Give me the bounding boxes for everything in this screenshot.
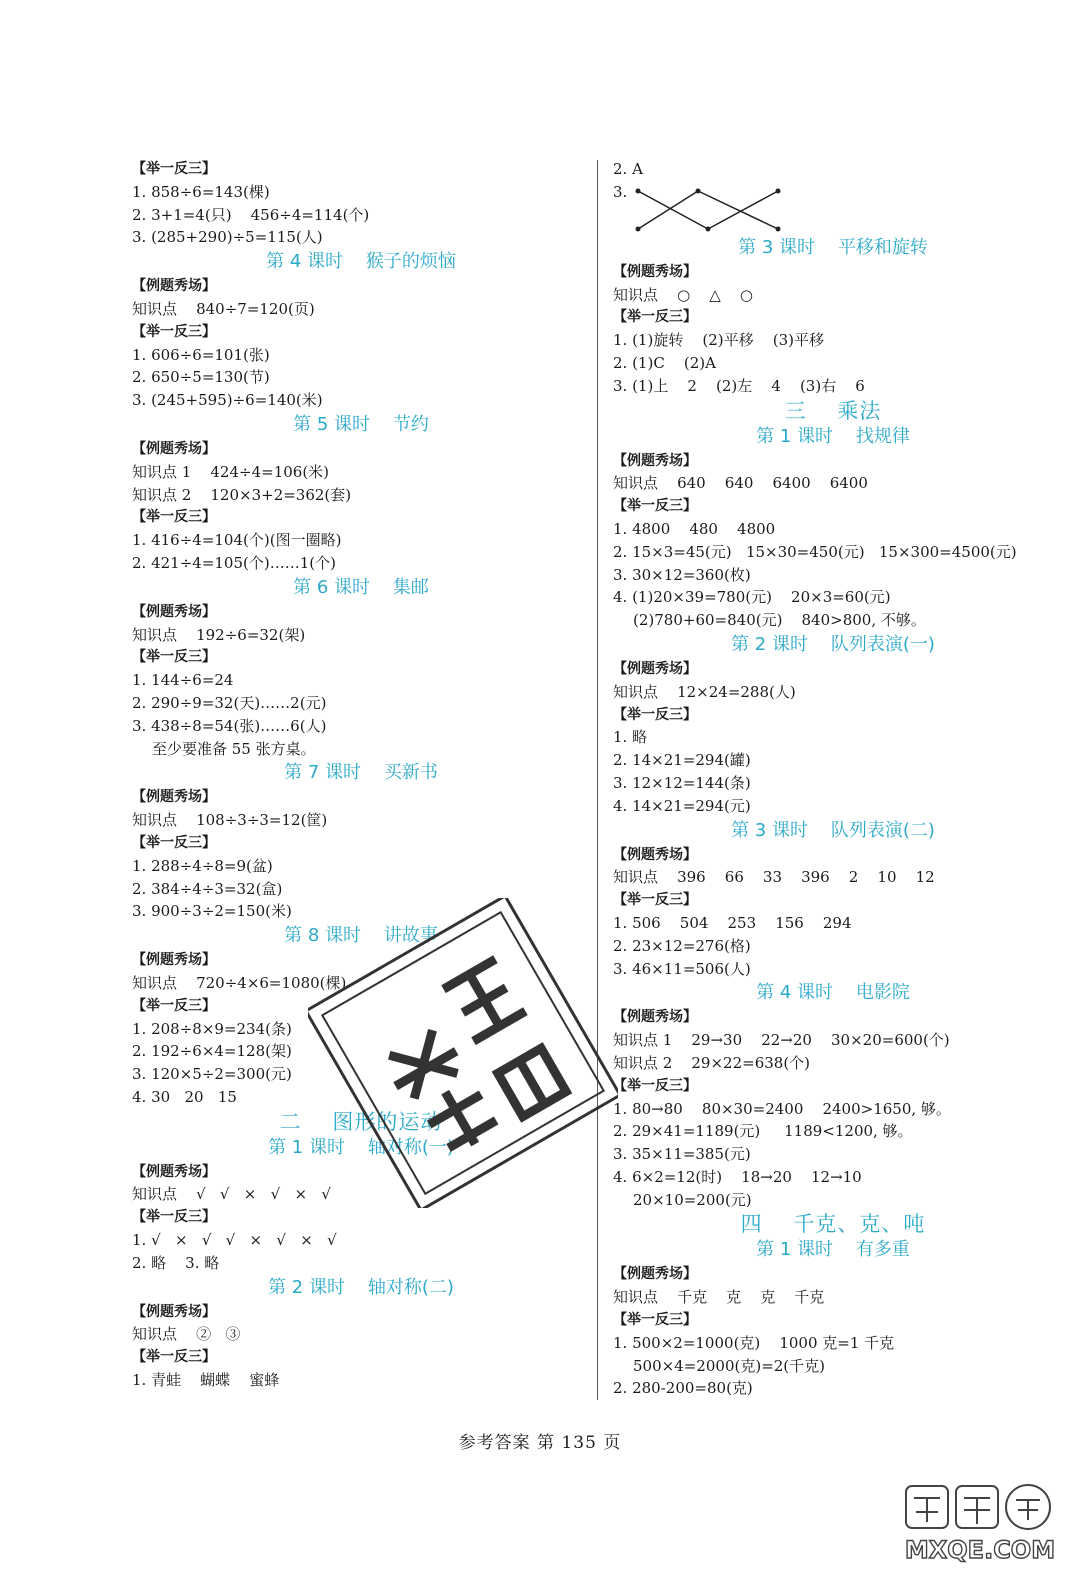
answer-line: 知识点 840÷7=120(页) <box>132 299 315 318</box>
section-label: 【例题秀场】 <box>613 660 697 677</box>
answer-line: 知识点 千克 克 克 千克 <box>613 1288 825 1307</box>
logo-mark-icon <box>900 1478 1060 1536</box>
answer-line: 20×10=200(元) <box>633 1190 752 1209</box>
answer-line: 知识点 1 29→30 22→20 30×20=600(个) <box>613 1031 950 1050</box>
section-label: 【例题秀场】 <box>132 952 216 969</box>
answer-line: 3. 900÷3÷2=150(米) <box>132 902 292 921</box>
lesson-heading: 第 3 课时 队列表演(二) <box>731 819 935 841</box>
column-divider <box>597 160 598 1400</box>
answer-line: 3. 120×5÷2=300(元) <box>132 1065 292 1084</box>
answer-line: 4. 6×2=12(时) 18→20 12→10 <box>613 1167 862 1186</box>
answer-line: 1. 606÷6=101(张) <box>132 345 270 364</box>
answer-line: 知识点 2 29×22=638(个) <box>613 1053 811 1072</box>
answer-line: 知识点 192÷6=32(架) <box>132 625 306 644</box>
section-label: 【例题秀场】 <box>132 603 216 620</box>
section-label: 【举一反三】 <box>613 1312 697 1329</box>
answer-line: 1. 506 504 253 156 294 <box>613 913 852 932</box>
answer-line: 1. 416÷4=104(个)(图一圈略) <box>132 531 342 550</box>
answer-line: 2. 192÷6×4=128(架) <box>132 1042 292 1061</box>
answer-line: 1. 500×2=1000(克) 1000 克=1 千克 <box>613 1333 895 1352</box>
section-label: 【例题秀场】 <box>132 789 216 806</box>
answer-line: (2)780+60=840(元) 840>800, 不够。 <box>633 611 926 630</box>
section-label: 【举一反三】 <box>132 161 216 177</box>
lesson-heading: 第 6 课时 集邮 <box>293 576 429 598</box>
site-watermark <box>900 1478 1060 1570</box>
section-label: 【举一反三】 <box>132 997 216 1014</box>
unit-heading: 四 千克、克、吨 <box>740 1212 926 1237</box>
unit-heading: 二 图形的运动 <box>279 1109 443 1134</box>
answer-line: 3. 46×11=506(人) <box>613 959 751 978</box>
section-label: 【举一反三】 <box>132 649 216 666</box>
answer-line: 2. 384÷4÷3=32(盒) <box>132 879 283 898</box>
answer-line: 知识点 1 424÷4=106(米) <box>132 462 330 481</box>
lesson-heading: 第 5 课时 节约 <box>293 413 429 435</box>
answer-line: 3. 438÷8=54(张)……6(人) <box>132 716 327 735</box>
stamp-graphic <box>308 898 618 1208</box>
answer-line: 3. 30×12=360(枚) <box>613 565 751 584</box>
answer-line: 2. 23×12=276(格) <box>613 936 751 955</box>
answer-line: 知识点 720÷4×6=1080(棵) <box>132 973 347 992</box>
lesson-heading: 第 4 课时 电影院 <box>756 982 910 1004</box>
section-label: 【例题秀场】 <box>613 452 697 469</box>
matching-figure <box>613 181 1053 235</box>
lesson-heading: 第 1 课时 轴对称(一) <box>268 1136 454 1158</box>
section-label: 【例题秀场】 <box>613 263 697 280</box>
answer-line: 2. 280-200=80(克) <box>613 1379 753 1398</box>
answer-line: 知识点 640 640 6400 6400 <box>613 474 868 493</box>
answer-line: 至少要准备 55 张方桌。 <box>152 739 316 758</box>
answer-line: 3. (285+290)÷5=115(人) <box>132 228 323 247</box>
right-column <box>613 158 1053 1400</box>
answer-line: 知识点 ○ △ ○ <box>613 285 753 304</box>
section-label: 【举一反三】 <box>132 509 216 526</box>
answer-line: 500×4=2000(克)=2(千克) <box>633 1356 826 1375</box>
answer-line: 1. 80→80 80×30=2400 2400>1650, 够。 <box>613 1099 951 1118</box>
answer-line: 3. 35×11=385(元) <box>613 1145 751 1164</box>
section-label: 【例题秀场】 <box>132 278 216 295</box>
lesson-heading: 第 1 课时 有多重 <box>756 1239 910 1261</box>
answer-line: 知识点 ② ③ <box>132 1325 241 1344</box>
answer-line: 2. 290÷9=32(天)……2(元) <box>132 693 327 712</box>
answer-line: 知识点 396 66 33 396 2 10 12 <box>613 868 935 887</box>
section-label: 【举一反三】 <box>613 309 697 326</box>
answer-line: 1. (1)旋转 (2)平移 (3)平移 <box>613 331 824 350</box>
answer-line: 2. 15×3=45(元) 15×30=450(元) 15×300=4500(元) <box>613 542 1017 561</box>
section-label: 【例题秀场】 <box>613 846 697 863</box>
lesson-heading: 第 2 课时 队列表演(一) <box>731 633 935 655</box>
answer-line: 1. 略 <box>613 728 648 747</box>
section-label: 【举一反三】 <box>132 323 216 340</box>
section-label: 【例题秀场】 <box>613 1266 697 1283</box>
answer-line: 2. 29×41=1189(元) 1189<1200, 够。 <box>613 1122 913 1141</box>
answer-line: 3. (1)上 2 (2)左 4 (3)右 6 <box>613 376 865 395</box>
answer-line: 3. (245+595)÷6=140(米) <box>132 391 323 410</box>
section-label: 【举一反三】 <box>613 892 697 909</box>
answer-line: 4. 30 20 15 <box>132 1087 237 1106</box>
answer-line: 1. 208÷8×9=234(条) <box>132 1019 292 1038</box>
answer-line: 知识点 2 120×3+2=362(套) <box>132 485 352 504</box>
section-label: 【举一反三】 <box>613 706 697 723</box>
answer-line: 2. 650÷5=130(节) <box>132 368 270 387</box>
lesson-heading: 第 7 课时 买新书 <box>284 762 438 784</box>
answer-line: 2. (1)C (2)A <box>613 353 716 372</box>
answer-line: 1. 青蛙 蝴蝶 蜜蜂 <box>132 1371 280 1390</box>
answer-line: 2. 3+1=4(只) 456÷4=114(个) <box>132 205 370 224</box>
answer-line: 知识点 108÷3÷3=12(筐) <box>132 811 328 830</box>
answer-line: 1. 288÷4÷8=9(盆) <box>132 856 273 875</box>
lesson-heading: 第 4 课时 猴子的烦恼 <box>266 251 456 273</box>
watermark-stamp <box>308 898 618 1208</box>
section-label: 【例题秀场】 <box>132 1163 216 1180</box>
lesson-heading: 第 2 课时 轴对称(二) <box>268 1276 454 1298</box>
lesson-heading: 第 1 课时 找规律 <box>756 425 910 447</box>
answer-line: 2. 14×21=294(罐) <box>613 751 751 770</box>
answer-line: 1. 858÷6=143(棵) <box>132 182 270 201</box>
answer-line: 1. 4800 480 4800 <box>613 519 776 538</box>
section-label: 【举一反三】 <box>132 1349 216 1366</box>
section-label: 【例题秀场】 <box>132 440 216 457</box>
answer-line: 2. 略 3. 略 <box>132 1253 220 1272</box>
answer-line: 4. (1)20×39=780(元) 20×3=60(元) <box>613 588 891 607</box>
lesson-heading: 第 3 课时 平移和旋转 <box>738 236 928 258</box>
section-label: 【例题秀场】 <box>613 1009 697 1026</box>
answer-line: 1. 144÷6=24 <box>132 671 234 690</box>
section-label: 【举一反三】 <box>613 1077 697 1094</box>
site-url: MXQE.COM <box>904 1536 1056 1564</box>
section-label: 【举一反三】 <box>613 498 697 515</box>
answer-line: 2. A <box>613 160 643 178</box>
answer-line: 1. √ × √ √ × √ × √ <box>132 1231 337 1250</box>
answer-line: 知识点 √ √ × √ × √ <box>132 1185 331 1204</box>
answer-line: 2. 421÷4=105(个)……1(个) <box>132 553 336 572</box>
question-number: 3. <box>613 182 628 201</box>
answer-line: 知识点 12×24=288(人) <box>613 682 796 701</box>
section-label: 【例题秀场】 <box>132 1303 216 1320</box>
matching-lines-graphic <box>633 181 783 235</box>
answer-line: 4. 14×21=294(元) <box>613 796 751 815</box>
page-footer: 参考答案 第 135 页 <box>458 1433 622 1453</box>
answer-line: 3. 12×12=144(条) <box>613 773 751 792</box>
section-label: 【举一反三】 <box>132 1209 216 1226</box>
unit-heading: 三 乘法 <box>784 398 882 423</box>
lesson-heading: 第 8 课时 讲故事 <box>284 925 438 947</box>
section-label: 【举一反三】 <box>132 834 216 851</box>
